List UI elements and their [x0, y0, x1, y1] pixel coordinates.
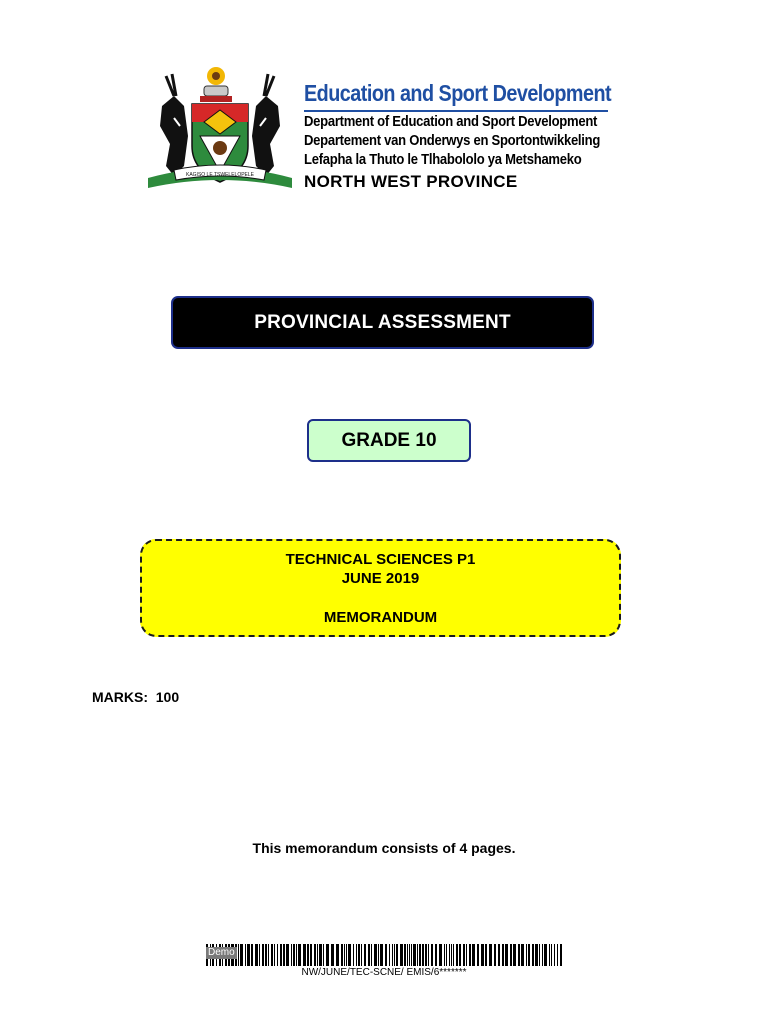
- barcode-bar: [542, 944, 543, 966]
- barcode-bar: [489, 944, 492, 966]
- barcode-bar: [268, 944, 269, 966]
- brand-divider: [304, 110, 608, 112]
- barcode-bar: [389, 944, 390, 966]
- barcode-bar: [296, 944, 297, 966]
- exam-date: JUNE 2019: [341, 570, 420, 587]
- barcode-bar: [396, 944, 398, 966]
- barcode-bar: [411, 944, 412, 966]
- barcode-bar: [371, 944, 372, 966]
- barcode-bar: [494, 944, 496, 966]
- assessment-label: PROVINCIAL ASSESSMENT: [254, 311, 511, 333]
- barcode-bar: [394, 944, 395, 966]
- barcode-bar: [422, 944, 424, 966]
- barcode-bar: [346, 944, 347, 966]
- barcode-bar: [428, 944, 429, 966]
- barcode-bar: [449, 944, 450, 966]
- barcode-bar: [451, 944, 452, 966]
- barcode-bar: [368, 944, 370, 966]
- barcode-bar: [331, 944, 334, 966]
- barcode-bar: [262, 944, 264, 966]
- barcode-bar: [341, 944, 343, 966]
- barcode-bar: [307, 944, 309, 966]
- grade-banner: [307, 419, 471, 462]
- grade-label: GRADE 10: [341, 429, 437, 451]
- barcode-bar: [513, 944, 516, 966]
- province-name: NORTH WEST PROVINCE: [304, 172, 518, 191]
- barcode-bar: [255, 944, 258, 966]
- barcode-bar: [303, 944, 306, 966]
- barcode-bar: [251, 944, 253, 966]
- barcode-caption: NW/JUNE/TEC-SCNE/ EMIS/6*******: [301, 967, 467, 978]
- barcode-bar: [453, 944, 454, 966]
- barcode-bar: [549, 944, 550, 966]
- svg-text:KAGISO LE TSWELELOPELE: KAGISO LE TSWELELOPELE: [186, 172, 254, 178]
- assessment-banner: [171, 296, 594, 349]
- barcode-bar: [425, 944, 427, 966]
- barcode-bar: [314, 944, 316, 966]
- barcode-bar: [551, 944, 552, 966]
- barcode-bar: [444, 944, 445, 966]
- subject-banner: [140, 539, 621, 637]
- barcode-bar: [554, 944, 555, 966]
- barcode-bar: [539, 944, 540, 966]
- barcode-bar: [528, 944, 530, 966]
- barcode-bar: [431, 944, 433, 966]
- barcode-bar: [409, 944, 410, 966]
- barcode-bar: [265, 944, 267, 966]
- barcode-bar: [310, 944, 312, 966]
- barcode-bar: [526, 944, 527, 966]
- barcode-bar: [356, 944, 357, 966]
- department-name-english: Department of Education and Sport Development: [304, 114, 598, 130]
- barcode-bar: [353, 944, 354, 966]
- barcode-bar: [361, 944, 362, 966]
- barcode-bar: [298, 944, 301, 966]
- department-name-setswana: Lefapha la Thuto le Tlhabololo ya Metshameko: [304, 152, 582, 168]
- barcode-bar: [277, 944, 278, 966]
- barcode-bar: [485, 944, 487, 966]
- page-count-note: This memorandum consists of 4 pages.: [252, 840, 516, 856]
- barcode-bar: [358, 944, 360, 966]
- barcode-bar: [459, 944, 461, 966]
- barcode-bar: [560, 944, 562, 966]
- barcode-bar: [463, 944, 465, 966]
- barcode-bar: [286, 944, 289, 966]
- barcode-bar: [481, 944, 484, 966]
- barcode-bar: [259, 944, 260, 966]
- barcode-bar: [344, 944, 345, 966]
- barcode-bar: [326, 944, 329, 966]
- barcode-bar: [274, 944, 275, 966]
- barcode-bar: [477, 944, 479, 966]
- barcode-bar: [323, 944, 324, 966]
- barcode-bar: [544, 944, 547, 966]
- barcode-bar: [456, 944, 458, 966]
- barcode-bar: [336, 944, 339, 966]
- barcode-bar: [518, 944, 520, 966]
- barcode-bar: [469, 944, 471, 966]
- barcode-bar: [348, 944, 351, 966]
- coat-of-arms-logo: [144, 66, 296, 196]
- barcode-bar: [271, 944, 273, 966]
- document-type: MEMORANDUM: [323, 609, 438, 626]
- subject-name: TECHNICAL SCIENCES P1: [285, 551, 476, 568]
- barcode-bar: [238, 944, 239, 966]
- barcode-bar: [532, 944, 534, 966]
- barcode-bar: [439, 944, 442, 966]
- barcode-bar: [407, 944, 408, 966]
- barcode-bar: [240, 944, 243, 966]
- barcode-bar: [319, 944, 322, 966]
- barcode-bar: [291, 944, 292, 966]
- department-brand-title: Education and Sport Development: [304, 80, 612, 106]
- demo-watermark-tag: Demo: [208, 947, 235, 958]
- barcode-bar: [435, 944, 437, 966]
- department-name-afrikaans: Departement van Onderwys en Sportontwikkeling: [304, 133, 601, 149]
- barcode-bar: [400, 944, 403, 966]
- barcode-bar: [404, 944, 406, 966]
- barcode-bar: [364, 944, 366, 966]
- barcode-bar: [505, 944, 508, 966]
- barcode-bar: [557, 944, 558, 966]
- barcode-bar: [419, 944, 421, 966]
- barcode-bar: [466, 944, 467, 966]
- barcode-bar: [392, 944, 393, 966]
- barcode-bar: [510, 944, 512, 966]
- barcode-bar: [247, 944, 250, 966]
- barcode-bar: [378, 944, 379, 966]
- barcode-bar: [245, 944, 246, 966]
- barcode-bar: [498, 944, 500, 966]
- barcode-bar: [535, 944, 538, 966]
- barcode-bar: [446, 944, 447, 966]
- total-marks: MARKS: 100: [92, 689, 180, 705]
- barcode-bar: [283, 944, 285, 966]
- barcode-bar: [385, 944, 387, 966]
- barcode-bar: [280, 944, 282, 966]
- barcode-bar: [413, 944, 416, 966]
- barcode-bar: [317, 944, 318, 966]
- barcode-bar: [502, 944, 504, 966]
- barcode-bar: [521, 944, 524, 966]
- barcode-bar: [293, 944, 295, 966]
- barcode-bar: [380, 944, 383, 966]
- barcode: [206, 944, 562, 966]
- barcode-bar: [417, 944, 418, 966]
- barcode-bar: [374, 944, 377, 966]
- barcode-bar: [472, 944, 475, 966]
